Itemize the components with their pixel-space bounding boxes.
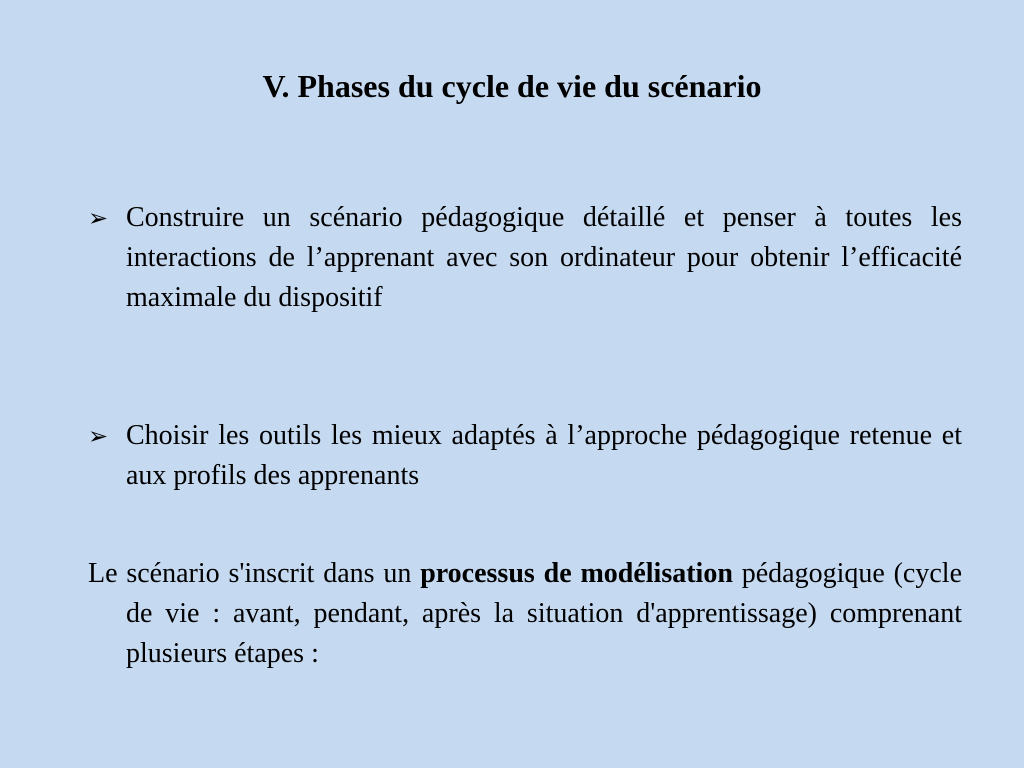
arrow-bullet-icon: ➢ bbox=[88, 422, 109, 450]
arrow-bullet-icon: ➢ bbox=[88, 204, 109, 232]
body-paragraph bbox=[88, 554, 962, 674]
bullet-text: Construire un scénario pédagogique détaillé et penser à toutes les interactions de l’apprenant avec son ordinateur pour obtenir l’efficacité maximale du dispositif bbox=[126, 202, 962, 313]
paragraph-text-end: pédagogique (cycle de vie : avant, pendant, après la situation d'apprentissage) comprenant plusieurs étapes : bbox=[126, 558, 962, 669]
bullet-item bbox=[88, 416, 962, 496]
paragraph-text-start: Le scénario s'inscrit dans un bbox=[88, 558, 421, 589]
slide-title: V. Phases du cycle de vie du scénario bbox=[262, 68, 762, 104]
bullet-item bbox=[88, 198, 962, 318]
bullet-text: Choisir les outils les mieux adaptés à l’approche pédagogique retenue et aux profils des apprenants bbox=[126, 420, 962, 491]
paragraph-bold-term: processus de modélisation bbox=[420, 558, 733, 589]
